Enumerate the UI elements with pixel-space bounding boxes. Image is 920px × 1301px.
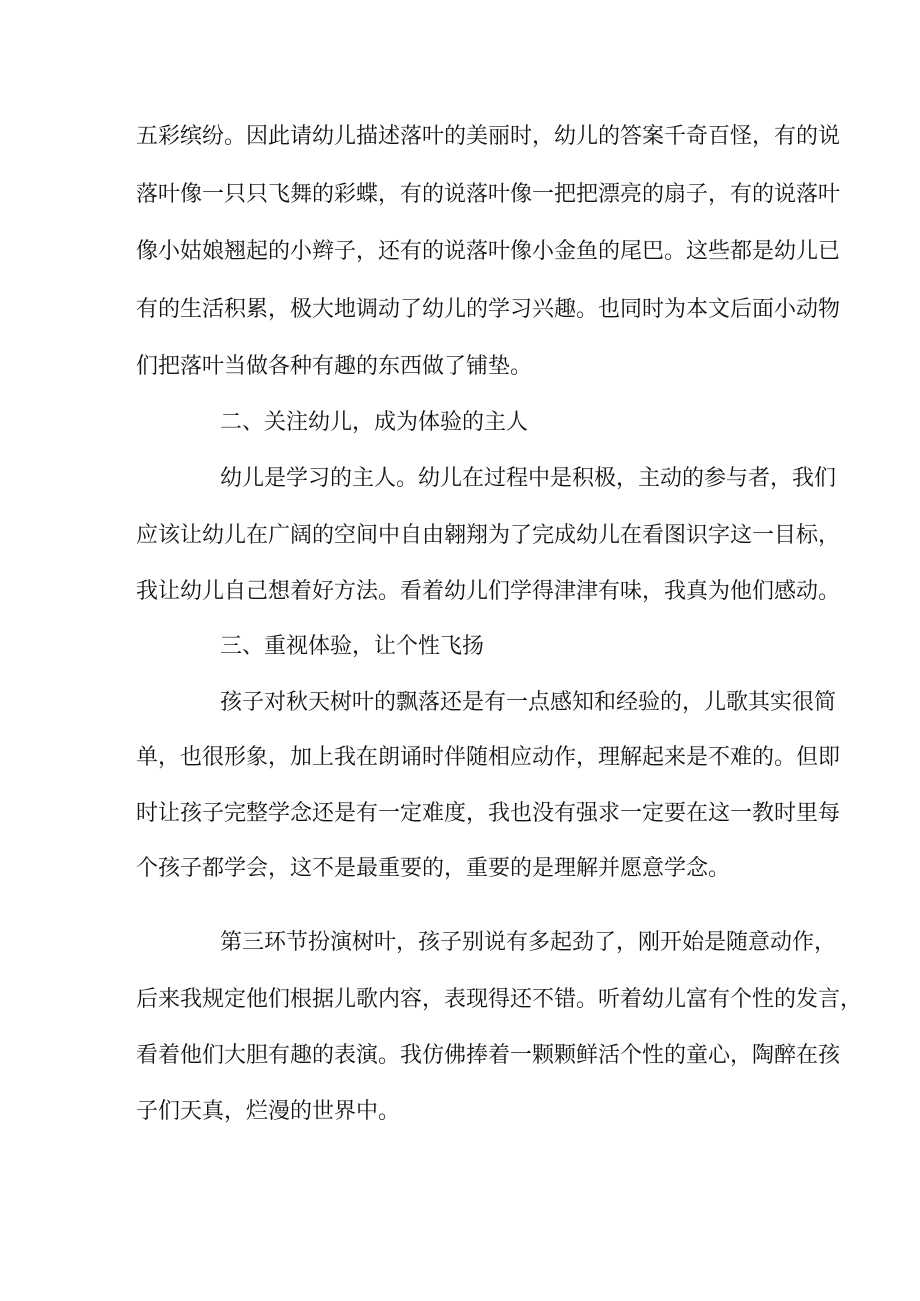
paragraph-1-line: 像小姑娘翘起的小辫子，还有的说落叶像小金鱼的尾巴。这些都是幼儿已 <box>136 239 841 264</box>
paragraph-3-line: 单，也很形象，加上我在朗诵时伴随相应动作，理解起来是不难的。但即 <box>136 745 841 770</box>
paragraph-4-line: 子们天真，烂漫的世界中。 <box>136 1099 401 1124</box>
paragraph-1-line: 有的生活积累，极大地调动了幼儿的学习兴趣。也同时为本文后面小动物 <box>136 297 841 322</box>
paragraph-1-line: 五彩缤纷。因此请幼儿描述落叶的美丽时，幼儿的答案千奇百怪，有的说 <box>136 124 841 149</box>
paragraph-2-line: 我让幼儿自己想着好方法。看着幼儿们学得津津有味，我真为他们感动。 <box>136 579 841 604</box>
section-heading-2: 二、关注幼儿，成为体验的主人 <box>220 410 529 435</box>
paragraph-1-line: 们把落叶当做各种有趣的东西做了铺垫。 <box>136 354 533 379</box>
paragraph-4-line: 后来我规定他们根据儿歌内容，表现得还不错。听着幼儿富有个性的发言， <box>136 987 863 1012</box>
paragraph-1-line: 落叶像一只只飞舞的彩蝶，有的说落叶像一把把漂亮的扇子，有的说落叶 <box>136 182 841 207</box>
paragraph-3-line: 孩子对秋天树叶的飘落还是有一点感知和经验的，儿歌其实很简 <box>220 690 837 715</box>
paragraph-3-line: 时让孩子完整学念还是有一定难度，我也没有强求一定要在这一教时里每 <box>136 801 841 826</box>
paragraph-3-line: 个孩子都学会，这不是最重要的，重要的是理解并愿意学念。 <box>136 856 731 881</box>
paragraph-4-line: 第三环节扮演树叶，孩子别说有多起劲了，刚开始是随意动作， <box>220 930 837 955</box>
paragraph-2-line: 应该让幼儿在广阔的空间中自由翱翔为了完成幼儿在看图识字这一目标， <box>136 523 841 548</box>
section-heading-3: 三、重视体验，让个性飞扬 <box>220 634 485 659</box>
paragraph-2-line: 幼儿是学习的主人。幼儿在过程中是积极，主动的参与者，我们 <box>220 466 837 491</box>
paragraph-4-line: 看着他们大胆有趣的表演。我仿佛捧着一颗颗鲜活个性的童心，陶醉在孩 <box>136 1043 841 1068</box>
